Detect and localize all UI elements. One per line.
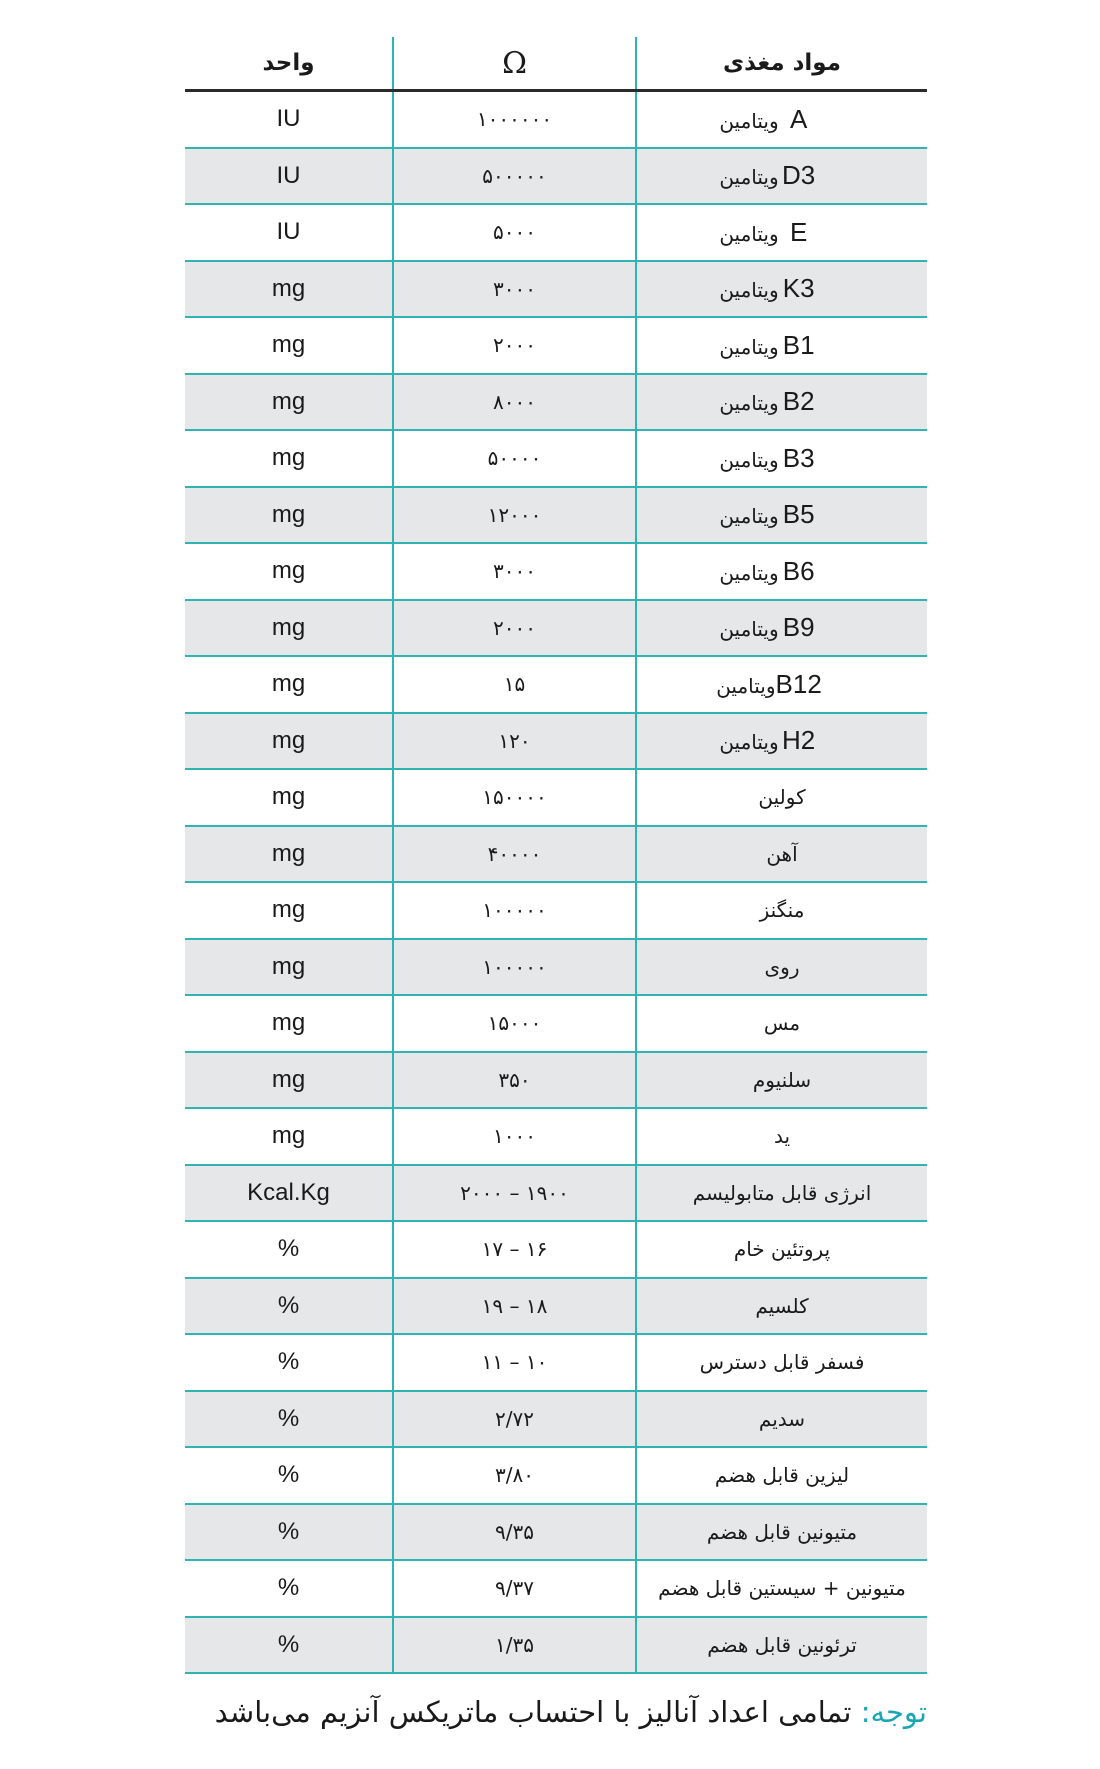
nutrient-name: سلنیوم — [752, 1067, 812, 1092]
vitamin-prefix: ویتامین — [719, 504, 779, 529]
header-value: Ω — [393, 37, 636, 91]
vitamin-prefix: ویتامین — [719, 560, 779, 585]
table-row — [185, 1334, 927, 1391]
table-row — [185, 1447, 927, 1504]
table-row — [185, 543, 927, 600]
nutrient-cell — [636, 487, 927, 544]
table-row — [185, 826, 927, 883]
table-row — [185, 882, 927, 939]
unit-cell: mg — [185, 826, 393, 883]
table-row — [185, 1052, 927, 1109]
table-row — [185, 148, 927, 205]
unit-cell: mg — [185, 317, 393, 374]
unit-cell: mg — [185, 1108, 393, 1165]
value-cell: ۳۰۰۰ — [393, 261, 636, 318]
vitamin-prefix: ویتامین — [719, 221, 779, 246]
unit-cell: mg — [185, 374, 393, 431]
value-cell: ۱۵ — [393, 656, 636, 713]
value-cell: ۹/۳۷ — [393, 1560, 636, 1617]
vitamin-code: B3 — [782, 442, 815, 473]
table-row — [185, 1278, 927, 1335]
unit-cell: mg — [185, 939, 393, 996]
vitamin-prefix: ویتامین — [719, 334, 779, 359]
nutrient-cell — [636, 1560, 927, 1617]
nutrient-cell — [636, 1504, 927, 1561]
nutrient-cell — [636, 430, 927, 487]
unit-cell: mg — [185, 1052, 393, 1109]
unit-cell: mg — [185, 600, 393, 657]
value-cell: ۱۰۰۰۰۰۰ — [393, 91, 636, 148]
value-cell: ۱۰۰۰ — [393, 1108, 636, 1165]
table-row — [185, 374, 927, 431]
value-cell: ۱۸ – ۱۹ — [393, 1278, 636, 1335]
vitamin-prefix: ویتامین — [719, 278, 779, 303]
nutrient-name: فسفر قابل دسترس — [699, 1350, 865, 1375]
table-row — [185, 430, 927, 487]
vitamin-prefix: ویتامین — [719, 108, 779, 133]
nutrient-cell — [636, 1334, 927, 1391]
nutrient-cell — [636, 1165, 927, 1222]
unit-cell: mg — [185, 882, 393, 939]
nutrient-cell — [636, 374, 927, 431]
value-cell: ۱۲۰۰۰ — [393, 487, 636, 544]
table-row — [185, 261, 927, 318]
value-cell: ۵۰۰۰۰۰ — [393, 148, 636, 205]
vitamin-code: B2 — [782, 386, 815, 417]
nutrient-cell — [636, 769, 927, 826]
vitamin-prefix: ویتامین — [719, 447, 779, 472]
nutrient-table — [185, 37, 927, 1674]
nutrient-cell — [636, 317, 927, 374]
nutrient-name: متیونین + سیستین قابل هضم — [658, 1576, 906, 1601]
nutrient-cell — [636, 1617, 927, 1674]
vitamin-code: H2 — [782, 725, 816, 756]
nutrient-name: لیزین قابل هضم — [714, 1463, 850, 1488]
value-cell: ۲۰۰۰ — [393, 600, 636, 657]
value-cell: ۳/۸۰ — [393, 1447, 636, 1504]
vitamin-code: B6 — [782, 555, 815, 586]
unit-cell: mg — [185, 995, 393, 1052]
table-row — [185, 91, 927, 148]
nutrient-cell — [636, 656, 927, 713]
nutrient-name: پروتئین خام — [733, 1237, 831, 1262]
table-row — [185, 1391, 927, 1448]
nutrient-name: روی — [764, 954, 800, 979]
nutrient-name: کولین — [758, 785, 806, 810]
unit-cell: % — [185, 1334, 393, 1391]
unit-cell: IU — [185, 91, 393, 148]
value-cell: ۵۰۰۰ — [393, 204, 636, 261]
nutrient-cell — [636, 826, 927, 883]
table-row — [185, 1504, 927, 1561]
nutrient-name: کلسیم — [755, 1293, 809, 1318]
unit-cell: % — [185, 1221, 393, 1278]
header-unit: واحد — [185, 37, 393, 91]
table-row — [185, 656, 927, 713]
nutrient-cell — [636, 1278, 927, 1335]
nutrient-name: ید — [773, 1124, 791, 1149]
nutrient-cell — [636, 543, 927, 600]
unit-cell: % — [185, 1278, 393, 1335]
value-cell: ۹/۳۵ — [393, 1504, 636, 1561]
value-cell: ۲/۷۲ — [393, 1391, 636, 1448]
vitamin-code: B12 — [775, 668, 822, 699]
nutrient-cell — [636, 939, 927, 996]
vitamin-code: E — [789, 216, 808, 247]
unit-cell: mg — [185, 430, 393, 487]
unit-cell: IU — [185, 148, 393, 205]
value-cell: ۱۵۰۰۰۰ — [393, 769, 636, 826]
value-cell: ۱۰ – ۱۱ — [393, 1334, 636, 1391]
unit-cell: mg — [185, 656, 393, 713]
table-row — [185, 1560, 927, 1617]
header-row — [185, 37, 927, 91]
value-cell: ۳۰۰۰ — [393, 543, 636, 600]
header-nutrient: مواد مغذی — [636, 37, 927, 91]
nutrient-cell — [636, 204, 927, 261]
nutrient-name: منگنز — [759, 898, 805, 923]
table-row — [185, 600, 927, 657]
unit-cell: mg — [185, 261, 393, 318]
nutrient-cell — [636, 148, 927, 205]
nutrient-name: انرژی قابل متابولیسم — [692, 1180, 872, 1205]
vitamin-code: B9 — [782, 612, 815, 643]
vitamin-prefix: ویتامین — [719, 617, 779, 642]
vitamin-code: B1 — [782, 329, 815, 360]
vitamin-prefix: ویتامین — [719, 391, 779, 416]
nutrient-cell — [636, 882, 927, 939]
unit-cell: IU — [185, 204, 393, 261]
value-cell: ۱/۳۵ — [393, 1617, 636, 1674]
nutrient-cell — [636, 995, 927, 1052]
nutrient-cell — [636, 1391, 927, 1448]
nutrient-cell — [636, 1108, 927, 1165]
vitamin-code: D3 — [782, 160, 816, 191]
table-row — [185, 995, 927, 1052]
footnote — [185, 1695, 927, 1743]
value-cell: ۵۰۰۰۰ — [393, 430, 636, 487]
value-cell: ۲۰۰۰ — [393, 317, 636, 374]
note-text: تمامی اعداد آنالیز با احتساب ماتریکس آنزیم می‌باشد — [214, 1695, 861, 1729]
vitamin-prefix: ویتامین — [719, 165, 779, 190]
nutrient-name: ترئونین قابل هضم — [707, 1632, 857, 1657]
table-row — [185, 1221, 927, 1278]
nutrient-cell — [636, 600, 927, 657]
nutrient-name: آهن — [766, 841, 798, 866]
value-cell: ۱۵۰۰۰ — [393, 995, 636, 1052]
unit-cell: mg — [185, 713, 393, 770]
nutrient-name: سدیم — [758, 1406, 806, 1431]
unit-cell: % — [185, 1391, 393, 1448]
table-row — [185, 204, 927, 261]
vitamin-code: B5 — [782, 499, 815, 530]
unit-cell: mg — [185, 543, 393, 600]
nutrient-cell — [636, 1447, 927, 1504]
value-cell: ۳۵۰ — [393, 1052, 636, 1109]
table-row — [185, 1108, 927, 1165]
note-label: توجه: — [860, 1695, 927, 1729]
nutrient-cell — [636, 91, 927, 148]
nutrient-cell — [636, 1221, 927, 1278]
unit-cell: mg — [185, 487, 393, 544]
value-cell: ۴۰۰۰۰ — [393, 826, 636, 883]
value-cell: ۱۰۰۰۰۰ — [393, 939, 636, 996]
value-cell: ۱۰۰۰۰۰ — [393, 882, 636, 939]
table-row — [185, 317, 927, 374]
table-row — [185, 1165, 927, 1222]
unit-cell: % — [185, 1504, 393, 1561]
unit-cell: % — [185, 1560, 393, 1617]
vitamin-code: A — [789, 103, 808, 134]
nutrient-name: مس — [763, 1011, 801, 1036]
vitamin-code: K3 — [782, 273, 815, 304]
value-cell: ۱۲۰ — [393, 713, 636, 770]
value-cell: ۸۰۰۰ — [393, 374, 636, 431]
value-cell: ۱۶ – ۱۷ — [393, 1221, 636, 1278]
unit-cell: mg — [185, 769, 393, 826]
unit-cell: Kcal.Kg — [185, 1165, 393, 1222]
unit-cell: % — [185, 1447, 393, 1504]
table-row — [185, 487, 927, 544]
nutrient-cell — [636, 713, 927, 770]
table-row — [185, 713, 927, 770]
nutrient-cell — [636, 261, 927, 318]
vitamin-prefix: ویتامین — [716, 673, 776, 698]
unit-cell: % — [185, 1617, 393, 1674]
vitamin-prefix: ویتامین — [719, 730, 779, 755]
table-row — [185, 939, 927, 996]
nutrient-cell — [636, 1052, 927, 1109]
value-cell: ۱۹۰۰ – ۲۰۰۰ — [393, 1165, 636, 1222]
table-row — [185, 769, 927, 826]
table-row — [185, 1617, 927, 1674]
nutrient-name: متیونین قابل هضم — [706, 1519, 858, 1544]
